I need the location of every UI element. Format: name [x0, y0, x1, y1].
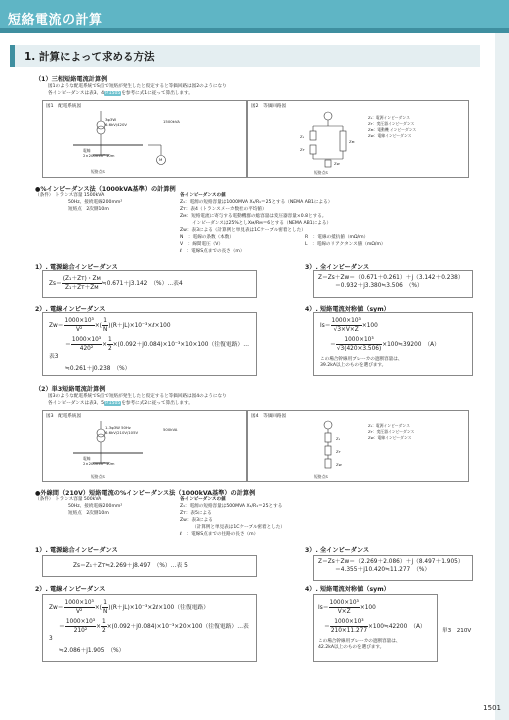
calc3-formula-4: Is＝ $\frac{\text{1000×10³}}{√3\times V\times Z}$ ×100 ＝ $\frac{\text{1000×10³}}{√3(420\times 3.506)}$ ×100≒39200 （A） この場合幹線用ブレーカの遮断容量は、 39.2kA以上のものを選びます。: [313, 312, 473, 376]
figure-2-box: [247, 100, 469, 178]
fig2-legend-z1: Z₁：電源インピーダンス: [368, 115, 410, 120]
fig1-motor-symbol: M: [159, 157, 163, 162]
fig1-short-point: 短絡点S: [91, 169, 105, 174]
fig2-legend-zt: Zт：変圧器インピーダンス: [368, 121, 415, 126]
single-phase-heading: （2）単3短絡電流計算例: [35, 386, 106, 393]
page-header: [0, 0, 509, 33]
pct-imp-5b: R ：電線の抵抗値（mΩ/m）: [305, 235, 369, 240]
pct-example-heading: ●%インピーダンス法（1000kVA基準）の計算例: [35, 186, 176, 193]
calc3-h3: 3）. 全インピーダンス: [305, 264, 370, 271]
pct-cond-2: 50Hz、接続電線200mm²: [68, 200, 123, 205]
section-bar: [10, 45, 15, 67]
figure-2-label: 図2 等価回路図: [251, 104, 287, 109]
figure-1-diagram: [43, 101, 248, 179]
pct-imp-4: Zᴡ：表3による（計算例と単見表は1Cケーブル密着とした）: [180, 228, 306, 233]
calc3-h4: 4）. 短絡電流対称値（sym）: [305, 306, 390, 313]
fig3-voltage: 6.6kV/210V/105V: [105, 430, 139, 435]
calc3-h2: 2）. 電線インピーダンス: [35, 306, 106, 313]
figure-1-label: 図1 配電系統図: [46, 104, 82, 109]
figure-3-diagram: [43, 411, 248, 483]
page-ref-link-2[interactable]: P.1505: [105, 401, 121, 406]
fig4-node-z1: Z₁: [336, 436, 341, 441]
single-phase-intro-1: 図3のような配電系統でS点で短絡が発生したと仮定すると等価回路は図4のようになり: [48, 394, 227, 399]
calc3-formula-3: Z＝Zs＋Zᴡ＝（0.671＋0.261）＋j（3.142＋0.238） ＝0.932＋j3.380≒3.506 （%）: [313, 270, 473, 298]
fig1-source: 3φ3W: [105, 117, 117, 122]
fig2-node-z1: Z₁: [300, 134, 305, 139]
pct2-imp-title: 各インピーダンスの値: [180, 497, 226, 502]
fig1-cable-spec: 2×200mm² 10m: [83, 153, 115, 158]
single-phase-intro-2: 各インピーダンスは表3、5P.1505を参考に式2に従って算出します。: [48, 401, 193, 406]
fig3-cable-label: 電線: [83, 456, 91, 461]
calc3-formula-2: Zᴡ＝ $\frac{\text{1000×10³}}{\text{V²}}$ ×( $\frac{1}{N}$ )(R＋jL)×10⁻³×ℓ×100 ＝ $\frac{\text{1000×10³}}{\text{420²}}$ × $\frac{1}{2}$ ×(0.092＋j0.084)×10⁻³×10×100（往復電路）…表3 ≒0.261＋j0.238 （%）: [42, 312, 257, 376]
pct2-imp-4: ℓ ：電線S点までの往路の長さ（m）: [180, 532, 259, 537]
pct-cond-1: トランス容量 1500kVA: [55, 193, 105, 198]
pct-imp-title: 各インピーダンスの値: [180, 193, 226, 198]
pct-imp-1: Z₁：電源の短絡容量は1000MVA X₁/R₁＝25とする（NEMA AB1による）: [180, 200, 333, 205]
page-number: 1501: [483, 704, 501, 712]
fig1-capacity: 1500kVA: [163, 119, 180, 124]
pct-imp-5: N ：電線の条数（本数）: [180, 235, 234, 240]
side-strip: [495, 33, 509, 720]
pct-imp-6: V ：線間電圧（V）: [180, 242, 224, 247]
calc1-h3: 3）. 全インピーダンス: [305, 547, 370, 554]
section-title: 1. 計算によって求める方法: [24, 51, 155, 63]
pct-cond-3: 短絡点 2次側10m: [68, 207, 109, 212]
page-ref-link[interactable]: P.1505: [105, 91, 121, 96]
calc1-side-label: 単3 210V: [442, 628, 472, 634]
pct-cond-label: （条件）: [35, 193, 54, 198]
figure-2-diagram: [248, 101, 470, 179]
fig4-legend-z1: Z₁：電源インピーダンス: [368, 423, 410, 428]
fig4-node-zt: Zт: [336, 449, 341, 454]
fig2-legend-zm: Zм：電動機 インピーダンス: [368, 127, 417, 132]
pct2-imp-3b: （計算例と単見表は1Cケーブル密着とした）: [192, 525, 285, 530]
calc1-h4: 4）. 短絡電流対称値（sym）: [305, 586, 390, 593]
pct-example2-heading: ●外線間（210V）短絡電流の%インピーダンス法（1000kVA基準）の計算例: [35, 490, 256, 497]
calc1-formula-1: Zs＝Z₁＋Zт≒2.269＋j8.497 （%）…表 5: [42, 555, 257, 577]
calc1-h2: 2）. 電線インピーダンス: [35, 586, 106, 593]
pct-imp-3: Zм：短絡電流に寄与する電動機群の総容量は変圧器容量×0.8とする。: [180, 214, 327, 219]
page-title: 短絡電流の計算: [8, 13, 103, 28]
pct-imp-7: ℓ ：電線S点までの長さ（m）: [180, 249, 245, 254]
fig3-capacity: 500kVA: [163, 427, 178, 432]
fig4-legend-zt: Zт：変圧器インピーダンス: [368, 429, 415, 434]
fig4-legend-zw: Zᴡ：電線インピーダンス: [368, 435, 412, 440]
fig2-short-point: 短絡点S: [314, 170, 328, 175]
calc1-formula-2: Zᴡ＝ $\frac{\text{1000×10³}}{\text{V²}}$ ×( $\frac{1}{N}$ )(R＋jL)×10⁻³×2ℓ×100（往復電路） ＝ $\frac{\text{1000×10³}}{\text{210²}}$ × $\frac{1}{2}$ ×(0.092＋j0.084)×10⁻³×20×100（往復電路）…表3 ≒2.086＋j1.905 （%）: [42, 594, 257, 662]
calc1-h1: 1）. 電源総合インピーダンス: [35, 547, 118, 554]
pct2-cond-3: 短絡点 2次側10m: [68, 511, 109, 516]
figure-4-diagram: [248, 411, 470, 483]
figure-1-box: [42, 100, 247, 178]
pct-imp-2: Zт：表4（トランスメーカ数社の平均値）: [180, 207, 267, 212]
fig4-short-point: 短絡点S: [314, 474, 328, 479]
pct2-imp-1: Z₁：電源の短絡容量は500MVA X₁/R₁＝25とする: [180, 504, 283, 509]
fig3-source: 1-3φ3W 50Hz: [105, 425, 131, 430]
pct2-cond-1: トランス容量 500kVA: [55, 497, 102, 502]
fig4-node-zw: Zᴡ: [336, 462, 342, 467]
fig2-node-zm: Zм: [349, 139, 355, 144]
pct2-imp-2: Zт：表5による: [180, 511, 212, 516]
calc1-formula-4: Is＝ $\frac{\text{1000×10³}}{V\times Z}$ ×100 ＝ $\frac{\text{1000×10³}}{210\times 11.277}$ ×100≒42200 （A） この場合幹線用ブレーカの遮断容量は、 42.2kA以上のものを選びます。: [313, 594, 438, 662]
pct2-imp-3: Zᴡ：表3による: [180, 518, 213, 523]
figure-3-box: [42, 410, 247, 482]
fig3-short-point: 短絡点S: [91, 474, 105, 479]
fig2-node-zw: Zᴡ: [334, 161, 340, 166]
figure-4-label: 図4 等価回路図: [251, 414, 287, 419]
fig1-voltage: 6.6kV/420V: [105, 122, 127, 127]
fig3-cable-spec: 2×200mm² 10m: [83, 461, 115, 466]
three-phase-heading: （1）三相短絡電流計算例: [35, 76, 108, 83]
fig2-node-zt: Zт: [300, 147, 305, 152]
header-stripe: [0, 28, 509, 33]
pct2-cond-label: （条件）: [35, 497, 54, 502]
three-phase-intro-1: 図1のような配電系統でS点で短絡が発生したと仮定すると等価回路は図2のようになり: [48, 84, 227, 89]
fig1-cable-label: 電線: [83, 148, 91, 153]
pct2-cond-2: 50Hz、接続電線200mm²: [68, 504, 123, 509]
figure-4-box: [247, 410, 469, 482]
pct-imp-6b: L ：電線のリアクタンス値（mΩ/m）: [305, 242, 386, 247]
fig2-legend-zw: Zᴡ：電線インピーダンス: [368, 133, 412, 138]
calc1-formula-3: Z＝Zs＋Zᴡ＝（2.269＋2.086）＋j（8.497＋1.905） ＝4.355＋j10.420≒11.277 （%）: [313, 555, 473, 581]
calc3-h1: 1）. 電源総合インピーダンス: [35, 264, 118, 271]
figure-3-label: 図3 配電系統図: [46, 414, 82, 419]
pct-imp-3b: インピーダンスは25%としXм/Rм＝6とする（NEMA AB1による）: [192, 221, 332, 226]
section-heading: [10, 45, 480, 67]
calc3-formula-1: Zs＝ $\frac{\text{(Z₁＋Zт)・Zм}}{\text{Z₁＋Zт＋Zм}}$ ≒0.671＋j3.142 （%）…表4: [42, 270, 257, 298]
three-phase-intro-2: 各インピーダンスは表3、4P.1505を参考に式1に従って算出します。: [48, 91, 193, 96]
